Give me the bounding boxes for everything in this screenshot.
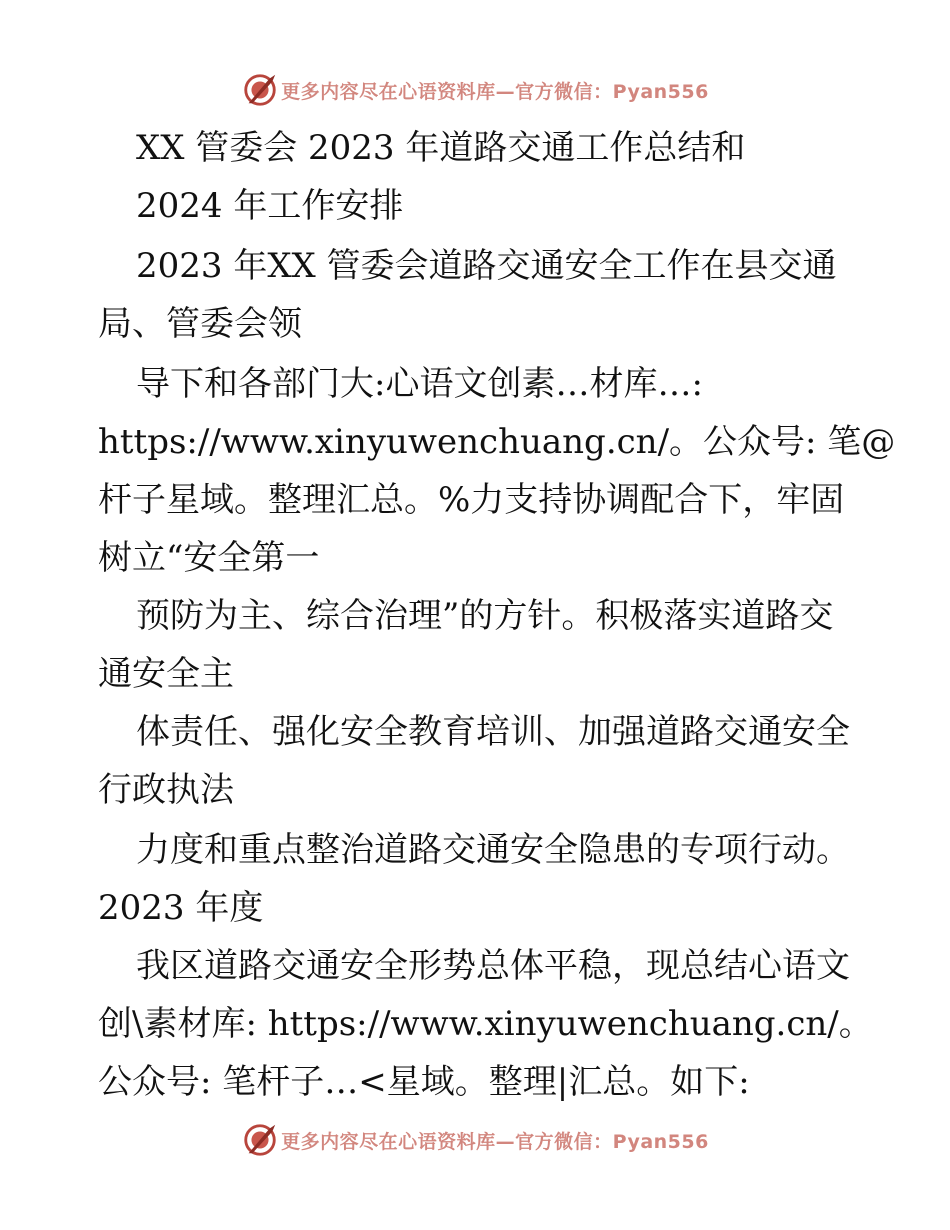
paragraph-line: 2023 年XX 管委会道路交通安全工作在县交通: [136, 246, 837, 286]
quill-pen-seal-icon: [241, 1121, 279, 1159]
title-line-1: XX 管委会 2023 年道路交通工作总结和: [136, 128, 746, 168]
paragraph-line: 树立“安全第一: [98, 538, 320, 578]
paragraph-line: 我区道路交通安全形势总体平稳，现总结心语文: [136, 946, 850, 986]
paragraph-line: 公众号: 笔杆子…<星域。整理|汇总。如下:: [98, 1062, 750, 1102]
watermark-banner-top: [0, 70, 950, 110]
paragraph-line: 力度和重点整治道路交通安全隐患的专项行动。: [136, 830, 850, 870]
paragraph-line: https://www.xinyuwenchuang.cn/。公众号: 笔@: [98, 422, 896, 462]
title-line-2: 2024 年工作安排: [136, 186, 404, 226]
paragraph-line: 局、管委会领: [98, 304, 302, 344]
paragraph-line: 行政执法: [98, 770, 234, 810]
paragraph-line: 体责任、强化安全教育培训、加强道路交通安全: [136, 712, 850, 752]
paragraph-line: 通安全主: [98, 654, 234, 694]
paragraph-line: 创\素材库: https://www.xinyuwenchuang.cn/。: [98, 1004, 873, 1044]
watermark-text: 更多内容尽在心语资料库—官方微信：Pyan556: [281, 80, 709, 103]
paragraph-line: 2023 年度: [98, 888, 264, 928]
paragraph-line: 预防为主、综合治理”的方针。积极落实道路交: [136, 596, 834, 636]
paragraph-line: 杆子星域。整理汇总。%力支持协调配合下，牢固: [98, 480, 845, 520]
quill-pen-seal-icon: [241, 71, 279, 109]
watermark-banner-bottom: [0, 1120, 950, 1160]
watermark-text: 更多内容尽在心语资料库—官方微信：Pyan556: [281, 1130, 709, 1153]
paragraph-line: 导下和各部门大:心语文创素…材库…:: [136, 364, 703, 404]
